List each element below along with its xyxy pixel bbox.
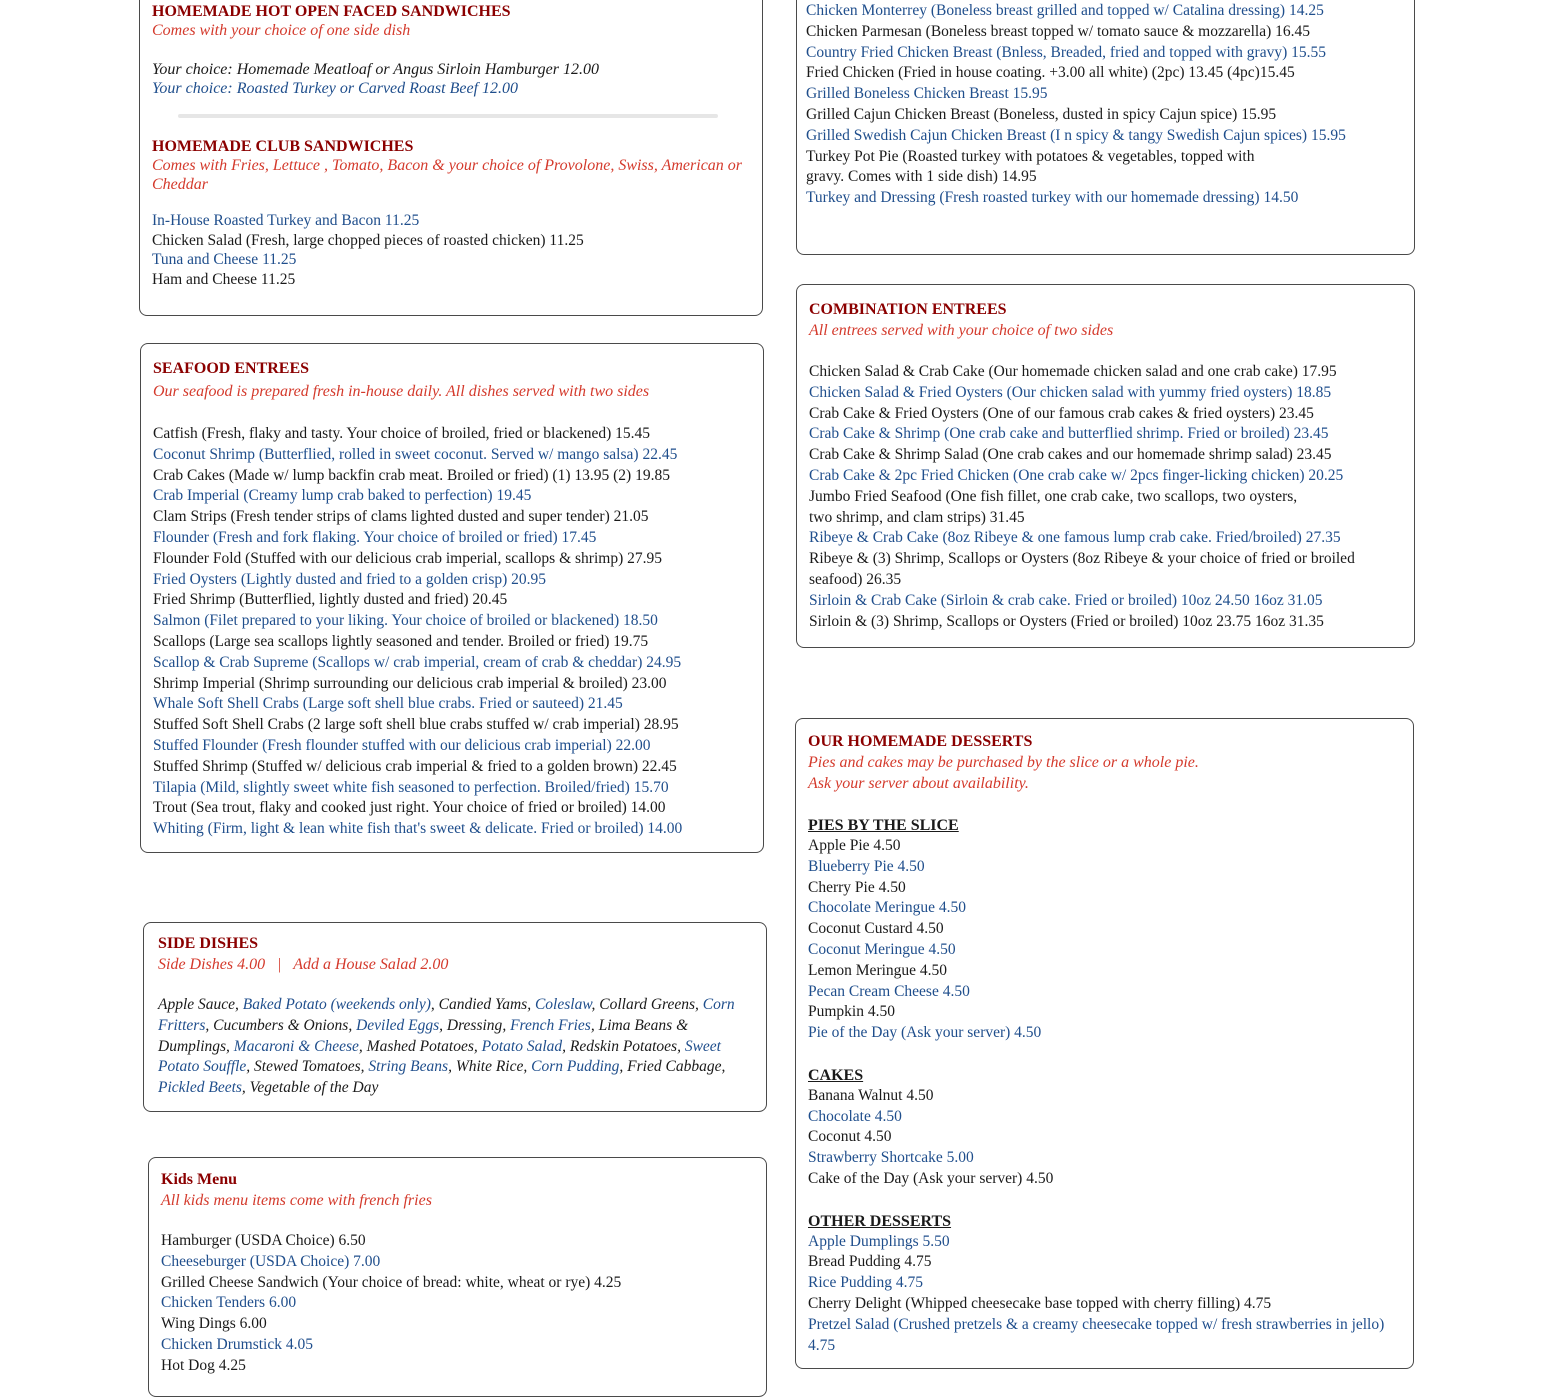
kids-title: Kids Menu	[161, 1171, 238, 1188]
menu-item: Fried Oysters (Lightly dusted and fried to a golden crisp) 20.95	[153, 570, 547, 588]
menu-item: Coconut Meringue 4.50	[808, 940, 956, 958]
menu-item: Grilled Cajun Chicken Breast (Boneless, dusted in spicy Cajun spice) 15.95	[806, 105, 1277, 123]
menu-item: Ribeye & Crab Cake (8oz Ribeye & one famous lump crab cake. Fried/broiled) 27.35	[809, 529, 1341, 547]
open-faced-subtitle: Comes with your choice of one side dish	[152, 22, 411, 39]
kids-items	[161, 1231, 621, 1377]
side-item: Potato Salad	[481, 1037, 563, 1055]
side-item: Pickled Beets	[158, 1079, 242, 1097]
menu-item: Cherry Delight (Whipped cheesecake base topped with cherry filling) 4.75	[808, 1294, 1272, 1312]
menu-item: Apple Pie 4.50	[808, 837, 901, 854]
side-item: Macaroni & Cheese	[233, 1037, 359, 1055]
menu-item: Tilapia (Mild, slightly sweet white fish seasoned to perfection. Broiled/fried) 15.70	[153, 778, 669, 796]
menu-item: Tuna and Cheese 11.25	[152, 251, 297, 268]
menu-item: Apple Dumplings 5.50	[808, 1232, 950, 1250]
menu-item: Fried Chicken (Fried in house coating. +3.00 all white) (2pc) 13.45 (4pc)15.45	[806, 64, 1295, 82]
menu-item: Jumbo Fried Seafood (One fish fillet, one crab cake, two scallops, two oysters,	[809, 487, 1298, 505]
menu-item: Country Fried Chicken Breast (Bnless, Breaded, fried and topped with gravy) 15.55	[806, 43, 1326, 61]
pies-heading: PIES BY THE SLICE	[808, 817, 959, 834]
menu-item: Chicken Tenders 6.00	[161, 1294, 297, 1312]
menu-item: Pie of the Day (Ask your server) 4.50	[808, 1024, 1042, 1042]
chicken-panel	[796, 0, 1415, 255]
menu-item: gravy. Comes with 1 side dish) 14.95	[806, 168, 1037, 186]
seafood-subtitle: Our seafood is prepared fresh in-house daily. All dishes served with two sides	[153, 383, 650, 400]
menu-item: Crab Cake & Shrimp (One crab cake and butterflied shrimp. Fried or broiled) 23.45	[809, 425, 1329, 443]
side-item: Apple Sauce	[158, 996, 236, 1013]
desserts-title: OUR HOMEMADE DESSERTS	[808, 733, 1033, 750]
side-item: Cucumbers & Onions	[213, 1016, 349, 1034]
menu-item: Chicken Salad & Crab Cake (Our homemade chicken salad and one crab cake) 17.95	[809, 363, 1337, 380]
side-item: Corn Fritters	[158, 996, 735, 1034]
combo-title: COMBINATION ENTREES	[809, 301, 1007, 318]
sides-panel	[143, 922, 767, 1112]
sides-list: Apple Sauce, Baked Potato (weekends only), Candied Yams, Coleslaw, Collard Greens, Corn Fritters, Cucumbers & Onions, Deviled Eggs, Dressing, French Fries, Lima Beans & Dumplings, Macaroni & Cheese, Mashed Potatoes, Potato Salad, Redskin Potatoes, Sweet Potato Souffle, Stewed Tomatoes, String Beans, White Rice, Corn Pudding, Fried Cabbage, Pickled Beets, Vegetable of the Day	[158, 996, 735, 1097]
menu-item: Sirloin & Crab Cake (Sirloin & crab cake. Fried or broiled) 10oz 24.50 16oz 31.05	[809, 591, 1323, 609]
side-item: Lima Beans & Dumplings	[158, 1016, 689, 1055]
menu-item: Cake of the Day (Ask your server) 4.50	[808, 1169, 1054, 1187]
side-item: Fried Cabbage	[627, 1058, 722, 1076]
menu-item: Shrimp Imperial (Shrimp surrounding our delicious crab imperial & broiled) 23.00	[153, 674, 667, 692]
open-faced-choice: Your choice: Homemade Meatloaf or Angus Sirloin Hamburger 12.00	[152, 61, 599, 78]
combo-panel	[796, 284, 1415, 648]
menu-item: Turkey Pot Pie (Roasted turkey with potatoes & vegetables, topped with	[806, 147, 1255, 165]
sandwiches-panel	[139, 0, 763, 316]
side-item: Deviled Eggs	[356, 1016, 440, 1034]
menu-item: Chocolate Meringue 4.50	[808, 899, 966, 917]
cakes-heading: CAKES	[808, 1066, 864, 1084]
menu-item: Catfish (Fresh, flaky and tasty. Your choice of broiled, fried or blackened) 15.45	[153, 425, 651, 442]
open-faced-title: HOMEMADE HOT OPEN FACED SANDWICHES	[152, 3, 511, 20]
menu-item: seafood) 26.35	[809, 570, 902, 588]
menu-item: Crab Cake & Fried Oysters (One of our famous crab cakes & fried oysters) 23.45	[809, 404, 1314, 422]
combo-items	[809, 362, 1355, 632]
club-subtitle: Comes with Fries, Lettuce , Tomato, Bacon & your choice of Provolone, Swiss, American or Cheddar	[152, 157, 743, 193]
section-divider	[178, 114, 718, 118]
desserts-subtitle: Pies and cakes may be purchased by the slice or a whole pie.	[808, 754, 1199, 771]
other-desserts-heading: OTHER DESSERTS	[808, 1212, 952, 1230]
menu-item: Fried Shrimp (Butterflied, lightly dusted and fried) 20.45	[153, 591, 508, 609]
club-items	[152, 211, 584, 289]
menu-item: Crab Cakes (Made w/ lump backfin crab meat. Broiled or fried) (1) 13.95 (2) 19.85	[153, 466, 670, 484]
menu-item: Chicken Salad & Fried Oysters (Our chicken salad with yummy fried oysters) 18.85	[809, 383, 1332, 401]
menu-item: Bread Pudding 4.75	[808, 1253, 932, 1271]
menu-item: Lemon Meringue 4.50	[808, 961, 948, 979]
menu-item: Chicken Parmesan (Boneless breast topped w/ tomato sauce & mozzarella) 16.45	[806, 22, 1311, 40]
menu-item: Whale Soft Shell Crabs (Large soft shell blue crabs. Fried or sauteed) 21.45	[153, 695, 623, 713]
desserts-panel	[795, 718, 1414, 1369]
menu-item: Blueberry Pie 4.50	[808, 857, 925, 875]
menu-item: Banana Walnut 4.50	[808, 1086, 934, 1104]
side-item: Vegetable of the Day	[249, 1079, 379, 1097]
menu-item: Chicken Monterrey (Boneless breast grilled and topped w/ Catalina dressing) 14.25	[806, 2, 1324, 19]
menu-item: Chocolate 4.50	[808, 1107, 902, 1125]
menu-item: Pretzel Salad (Crushed pretzels & a creamy cheesecake topped w/ fresh strawberries in jello) 4.75	[808, 1315, 1385, 1354]
side-item: Candied Yams	[438, 996, 528, 1013]
menu-item: Cheeseburger (USDA Choice) 7.00	[161, 1252, 381, 1270]
side-item: Stewed Tomatoes	[254, 1058, 361, 1076]
combo-subtitle: All entrees served with your choice of two sides	[809, 322, 1114, 339]
menu-item: Crab Cake & Shrimp Salad (One crab cakes and our homemade shrimp salad) 23.45	[809, 446, 1332, 464]
menu-item: Grilled Swedish Cajun Chicken Breast (I n spicy & tangy Swedish Cajun spices) 15.95	[806, 126, 1346, 144]
menu-item: Scallop & Crab Supreme (Scallops w/ crab imperial, cream of crab & cheddar) 24.95	[153, 653, 682, 671]
menu-item: Chicken Drumstick 4.05	[161, 1335, 313, 1353]
menu-item: Flounder Fold (Stuffed with our delicious crab imperial, scallops & shrimp) 27.95	[153, 549, 662, 567]
menu-item: Crab Imperial (Creamy lump crab baked to perfection) 19.45	[153, 487, 532, 505]
kids-panel	[148, 1157, 767, 1397]
menu-item: Trout (Sea trout, flaky and cooked just right. Your choice of fried or broiled) 14.00	[153, 799, 666, 817]
menu-item: Grilled Boneless Chicken Breast 15.95	[806, 85, 1048, 103]
sides-subtitle: Side Dishes 4.00 | Add a House Salad 2.00	[158, 956, 449, 973]
side-item: Sweet Potato Souffle	[158, 1037, 721, 1076]
chicken-items	[806, 1, 1346, 209]
side-item: French Fries	[510, 1016, 591, 1034]
club-title: HOMEMADE CLUB SANDWICHES	[152, 138, 414, 155]
menu-item: Clam Strips (Fresh tender strips of clams lighted dusted and super tender) 21.05	[153, 508, 649, 526]
menu-item: Pumpkin 4.50	[808, 1003, 895, 1021]
menu-item: Salmon (Filet prepared to your liking. Your choice of broiled or blackened) 18.50	[153, 612, 658, 630]
menu-item: Crab Cake & 2pc Fried Chicken (One crab cake w/ 2pcs finger-licking chicken) 20.25	[809, 466, 1344, 484]
menu-item: Stuffed Flounder (Fresh flounder stuffed with our delicious crab imperial) 22.00	[153, 736, 651, 754]
menu-item: Whiting (Firm, light & lean white fish that's sweet & delicate. Fried or broiled) 14.00	[153, 820, 683, 838]
desserts-list	[808, 815, 1388, 1356]
seafood-title: SEAFOOD ENTREES	[153, 360, 310, 377]
menu-item: Hot Dog 4.25	[161, 1356, 246, 1374]
menu-item: Rice Pudding 4.75	[808, 1274, 923, 1292]
menu-item: Grilled Cheese Sandwich (Your choice of bread: white, wheat or rye) 4.25	[161, 1273, 622, 1291]
side-item: Baked Potato (weekends only)	[242, 996, 431, 1013]
menu-item: Strawberry Shortcake 5.00	[808, 1149, 974, 1167]
side-item: Coleslaw	[534, 996, 592, 1013]
menu-item: Hamburger (USDA Choice) 6.50	[161, 1232, 366, 1249]
open-faced-choice: Your choice: Roasted Turkey or Carved Roast Beef 12.00	[152, 80, 519, 97]
side-item: Corn Pudding	[531, 1058, 620, 1076]
desserts-subtitle: Ask your server about availability.	[808, 775, 1029, 792]
side-item: White Rice	[455, 1058, 524, 1076]
menu-item: Wing Dings 6.00	[161, 1315, 267, 1333]
menu-item: two shrimp, and clam strips) 31.45	[809, 508, 1025, 526]
menu-item: Coconut Shrimp (Butterflied, rolled in sweet coconut. Served w/ mango salsa) 22.45	[153, 445, 678, 463]
side-item: Collard Greens	[599, 996, 696, 1013]
menu-item: Sirloin & (3) Shrimp, Scallops or Oysters (Fried or broiled) 10oz 23.75 16oz 31.35	[809, 612, 1324, 630]
menu-item: Stuffed Shrimp (Stuffed w/ delicious crab imperial & fried to a golden brown) 22.45	[153, 757, 677, 775]
seafood-items	[153, 424, 682, 840]
menu-item: Flounder (Fresh and fork flaking. Your choice of broiled or fried) 17.45	[153, 528, 597, 546]
menu-item: Pecan Cream Cheese 4.50	[808, 982, 970, 1000]
seafood-panel	[140, 343, 764, 853]
side-item: String Beans	[368, 1058, 449, 1076]
sides-title: SIDE DISHES	[158, 935, 259, 952]
menu-item: Chicken Salad (Fresh, large chopped pieces of roasted chicken) 11.25	[152, 231, 584, 249]
side-item: Mashed Potatoes	[366, 1037, 474, 1055]
menu-item: Scallops (Large sea scallops lightly seasoned and tender. Broiled or fried) 19.75	[153, 632, 649, 650]
menu-item: Turkey and Dressing (Fresh roasted turkey with our homemade dressing) 14.50	[806, 189, 1299, 207]
menu-item: In-House Roasted Turkey and Bacon 11.25	[152, 212, 420, 229]
side-item: Redskin Potatoes	[569, 1037, 678, 1055]
menu-item: Stuffed Soft Shell Crabs (2 large soft shell blue crabs stuffed w/ crab imperial) 28.95	[153, 716, 679, 734]
menu-item: Cherry Pie 4.50	[808, 878, 906, 896]
menu-item: Coconut 4.50	[808, 1128, 892, 1146]
menu-item: Ribeye & (3) Shrimp, Scallops or Oysters (8oz Ribeye & your choice of fried or broiled	[809, 550, 1355, 568]
kids-subtitle: All kids menu items come with french fries	[161, 1192, 432, 1209]
menu-item: Coconut Custard 4.50	[808, 920, 944, 938]
menu-item: Ham and Cheese 11.25	[152, 270, 296, 288]
side-item: Dressing	[446, 1016, 503, 1034]
